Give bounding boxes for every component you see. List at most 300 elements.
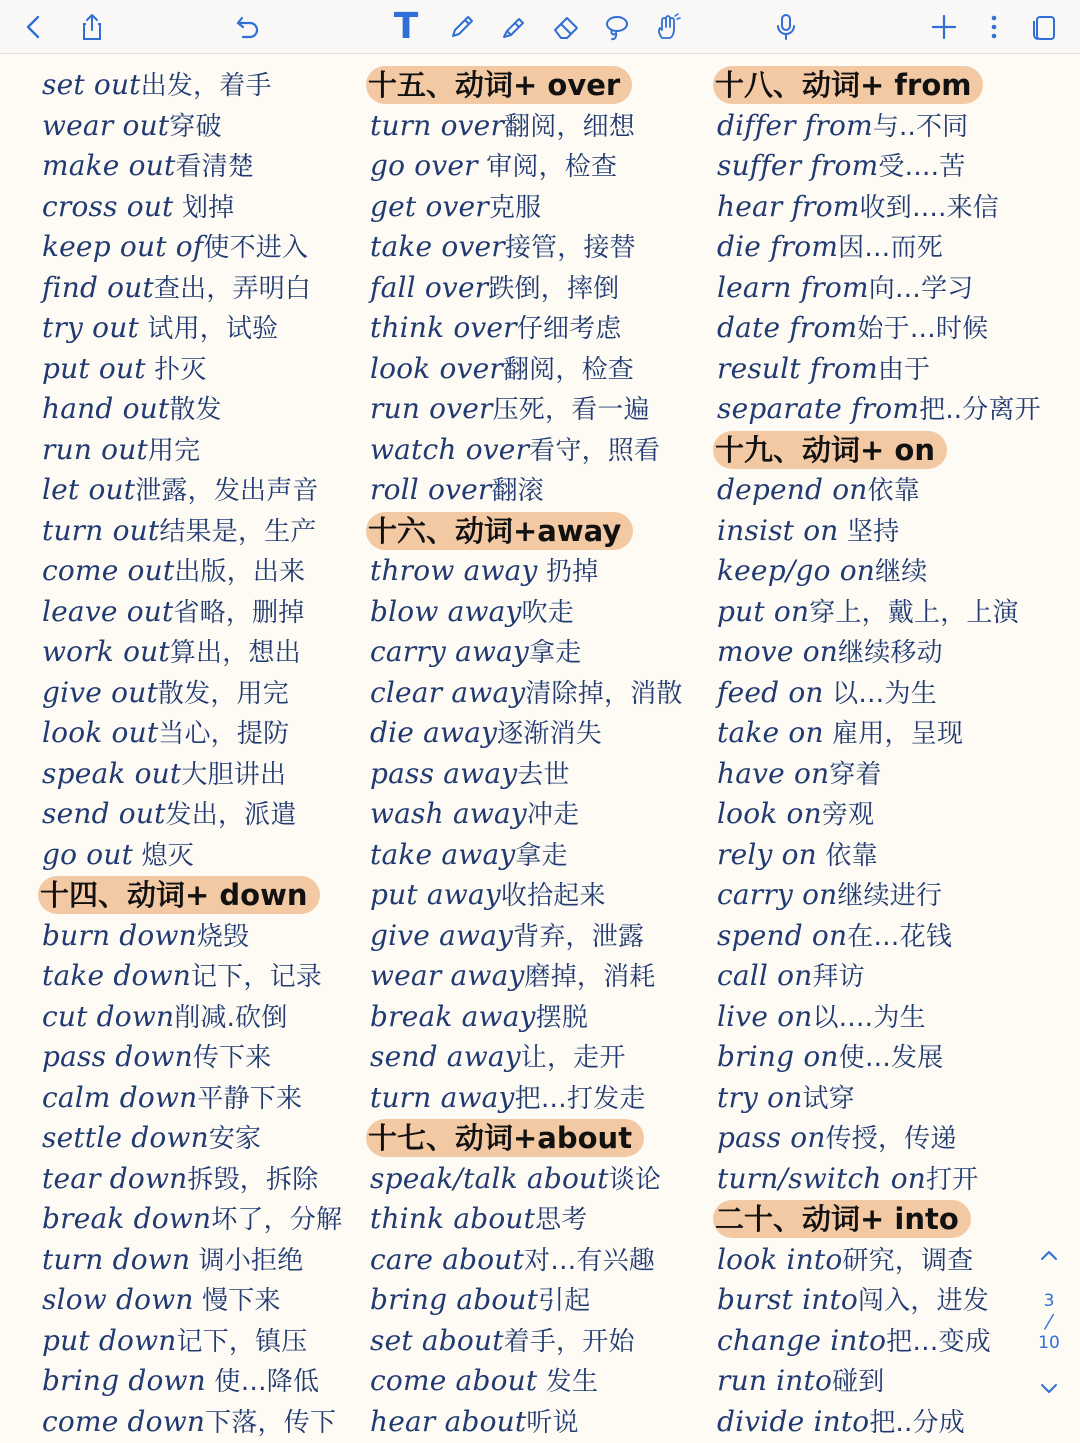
phrase-entry — [717, 551, 1062, 592]
total-page-count: 10 — [1038, 1333, 1060, 1353]
phrase-english: cut down — [42, 999, 175, 1033]
phrase-entry — [42, 673, 362, 714]
page-down-chevron-icon[interactable] — [1030, 1374, 1068, 1404]
phrase-chinese: 与..不同 — [872, 111, 969, 142]
phrase-entry — [717, 511, 1062, 552]
phrase-entry — [370, 1240, 710, 1281]
phrase-chinese: 出发，着手 — [140, 71, 272, 101]
phrase-entry — [717, 673, 1062, 714]
phrase-chinese: 对…有兴趣 — [524, 1245, 656, 1276]
highlighter-icon[interactable] — [494, 7, 534, 47]
phrase-chinese: 扔掉 — [537, 557, 599, 587]
phrase-entry — [370, 430, 710, 471]
phrase-english: die from — [717, 230, 839, 263]
phrase-english: keep/go on — [717, 554, 876, 587]
phrase-english: look out — [42, 716, 159, 749]
phrase-chinese: 把…打发走 — [514, 1083, 646, 1114]
phrase-english: speak/talk about — [370, 1161, 609, 1195]
section-heading-label: 十九、动词+ on — [713, 431, 947, 469]
phrase-english: fall over — [370, 270, 489, 304]
phrase-entry — [42, 1078, 362, 1119]
phrase-english: clear away — [370, 675, 526, 709]
phrase-entry — [42, 754, 362, 795]
phrase-entry — [370, 389, 710, 430]
phrase-chinese: 使…发展 — [838, 1043, 944, 1073]
phrase-entry — [717, 1037, 1062, 1078]
phrase-chinese: 继续进行 — [837, 881, 943, 911]
phrase-entry — [370, 673, 710, 714]
phrase-chinese: 思考 — [535, 1205, 588, 1235]
column-1 — [42, 65, 362, 1442]
hand-touch-icon[interactable] — [648, 7, 688, 47]
phrase-english: die away — [370, 716, 498, 749]
phrase-english: wash away — [370, 797, 527, 830]
back-chevron-icon[interactable] — [14, 7, 54, 47]
phrase-chinese: 发出，派遣 — [165, 800, 297, 830]
phrase-english: hear from — [717, 189, 860, 223]
more-vertical-icon[interactable] — [974, 7, 1014, 47]
phrase-entry — [42, 632, 362, 673]
phrase-chinese: 用完 — [147, 435, 201, 466]
phrase-entry — [370, 592, 710, 633]
phrase-english: speak out — [42, 756, 182, 790]
phrase-chinese: 传授，传递 — [825, 1124, 957, 1154]
phrase-entry — [370, 1402, 710, 1443]
phrase-chinese: 翻阅，细想 — [504, 111, 636, 142]
phrase-chinese: 拆毁，拆除 — [187, 1164, 319, 1195]
phrase-chinese: 依靠 — [816, 840, 878, 871]
phrase-chinese: 背弃，泄露 — [513, 921, 645, 952]
note-page[interactable] — [0, 55, 1080, 1440]
phrase-entry — [717, 794, 1062, 835]
phrase-entry — [370, 835, 710, 876]
phrase-english: have on — [717, 756, 830, 790]
phrase-chinese: 吹走 — [521, 597, 574, 628]
phrase-chinese: 穿着 — [829, 759, 882, 790]
phrase-entry — [42, 227, 362, 268]
phrase-chinese: 试用，试验 — [138, 314, 279, 344]
phrase-english: put out — [42, 351, 146, 385]
phrase-chinese: 引起 — [538, 1286, 591, 1316]
phrase-english: make out — [42, 149, 176, 182]
phrase-english: come down — [42, 1404, 206, 1438]
phrase-entry — [717, 389, 1062, 430]
phrase-english: depend on — [717, 473, 868, 506]
phrase-entry — [717, 592, 1062, 633]
phrase-english: put down — [42, 1323, 177, 1357]
phrase-entry — [717, 956, 1062, 997]
phrase-entry — [370, 1280, 710, 1321]
phrase-english: spend on — [717, 918, 848, 952]
phrase-english: put away — [370, 878, 501, 911]
phrase-entry — [42, 1118, 362, 1159]
column-3 — [717, 65, 1062, 1442]
phrase-english: come out — [42, 554, 175, 587]
phrase-entry — [42, 551, 362, 592]
phrase-english: think over — [370, 311, 517, 344]
phrase-chinese: 下落，传下 — [205, 1407, 337, 1438]
phrase-entry — [370, 1159, 710, 1200]
section-heading-label: 十四、动词+ down — [38, 876, 320, 914]
phrase-english: pass away — [370, 756, 518, 790]
phrase-chinese: 向…学习 — [868, 273, 974, 304]
phrase-entry — [42, 1402, 362, 1443]
phrase-chinese: 安家 — [208, 1124, 262, 1154]
phrase-chinese: 大胆讲出 — [181, 759, 287, 790]
section-heading-label: 十五、动词+ over — [366, 66, 632, 104]
phrase-chinese: 碰到 — [832, 1367, 885, 1397]
phrase-entry — [370, 997, 710, 1038]
phrase-entry — [370, 470, 710, 511]
phrase-chinese: 旁观 — [821, 800, 875, 830]
phrase-chinese: 坚持 — [838, 516, 900, 547]
phrase-entry — [717, 470, 1062, 511]
phrase-entry — [370, 875, 710, 916]
phrase-english: separate from — [717, 392, 920, 425]
phrase-english: take down — [42, 959, 191, 992]
phrase-entry — [42, 1321, 362, 1362]
phrase-english: change into — [717, 1323, 887, 1357]
phrase-entry — [42, 106, 362, 147]
phrase-english: look on — [717, 797, 822, 830]
phrase-entry — [717, 754, 1062, 795]
phrase-entry — [42, 1199, 362, 1240]
phrase-english: pass on — [717, 1121, 826, 1154]
phrase-chinese: 在…花钱 — [847, 921, 953, 952]
section-heading — [717, 65, 1062, 106]
phrase-entry — [370, 754, 710, 795]
phrase-english: give out — [42, 675, 158, 709]
phrase-chinese: 因…而死 — [838, 233, 943, 263]
section-heading — [370, 65, 710, 106]
phrase-entry — [717, 1240, 1062, 1281]
phrase-entry — [370, 1199, 710, 1240]
phrase-english: turn out — [42, 513, 160, 547]
phrase-chinese: 坏了，分解 — [211, 1205, 343, 1235]
phrase-entry — [717, 875, 1062, 916]
phrase-english: set about — [370, 1323, 504, 1357]
phrase-english: tear down — [42, 1161, 188, 1195]
section-heading-label: 二十、动词+ into — [713, 1200, 971, 1238]
phrase-entry — [42, 1159, 362, 1200]
phrase-chinese: 拜访 — [812, 962, 865, 992]
phrase-chinese: 把..分离开 — [919, 395, 1041, 425]
phrase-entry — [370, 146, 710, 187]
phrase-chinese: 压死，看一遍 — [492, 395, 650, 425]
microphone-icon[interactable] — [766, 7, 806, 47]
phrase-chinese: 查出，弄明白 — [153, 273, 312, 304]
phrase-entry — [717, 1402, 1062, 1443]
phrase-entry — [370, 794, 710, 835]
phrase-chinese: 使不进入 — [203, 233, 309, 263]
current-page-number: 3 — [1043, 1291, 1055, 1311]
phrase-chinese: 受….苦 — [878, 152, 966, 182]
phrase-chinese: 看守，照看 — [529, 435, 661, 466]
phrase-english: let out — [42, 473, 136, 506]
phrase-chinese: 记下，记录 — [190, 962, 322, 992]
lasso-icon[interactable] — [597, 7, 637, 47]
phrase-chinese: 闯入，进发 — [857, 1286, 989, 1316]
eraser-icon[interactable] — [546, 7, 586, 47]
phrase-entry — [717, 227, 1062, 268]
phrase-chinese: 穿破 — [169, 111, 222, 142]
phrase-chinese: 记下，镇压 — [176, 1326, 308, 1357]
phrase-chinese: 逐渐消失 — [497, 719, 602, 749]
phrase-english: break away — [370, 999, 536, 1033]
phrase-english: rely on — [717, 837, 817, 871]
phrase-entry — [717, 713, 1062, 754]
phrase-entry — [717, 1321, 1062, 1362]
phrase-chinese: 看清楚 — [175, 152, 255, 182]
phrase-chinese: 收到….来信 — [859, 192, 1000, 223]
phrase-entry — [42, 713, 362, 754]
phrase-chinese: 泄露，发出声音 — [135, 476, 319, 506]
phrase-english: turn over — [370, 108, 505, 142]
section-heading — [717, 1199, 1062, 1240]
phrase-english: take on — [717, 716, 824, 749]
phrase-entry — [370, 106, 710, 147]
phrase-chinese: 试穿 — [802, 1083, 855, 1114]
phrase-english: run over — [370, 392, 493, 425]
phrase-chinese: 削减.砍倒 — [174, 1002, 288, 1033]
phrase-entry — [370, 1321, 710, 1362]
phrase-chinese: 翻滚 — [491, 476, 544, 506]
phrase-english: hear about — [370, 1404, 527, 1438]
phrase-english: pass down — [42, 1040, 193, 1073]
phrase-chinese: 去世 — [517, 759, 570, 790]
section-heading-label: 十七、动词+about — [366, 1119, 644, 1157]
phrase-english: get over — [370, 189, 489, 223]
phrase-english: look over — [370, 351, 503, 385]
phrase-english: keep out of — [42, 230, 204, 263]
phrase-english: find out — [42, 270, 154, 304]
plus-icon[interactable] — [924, 7, 964, 47]
phrase-chinese: 克服 — [488, 192, 542, 223]
phrase-chinese: 平静下来 — [197, 1083, 303, 1114]
phrase-english: leave out — [42, 594, 174, 628]
phrase-chinese: 翻阅，检查 — [502, 354, 634, 385]
page-separator: ⁄ — [1047, 1310, 1051, 1334]
phrase-english: date from — [717, 311, 858, 344]
phrase-chinese: 谈论 — [608, 1164, 662, 1195]
phrase-entry — [717, 1361, 1062, 1402]
phrase-english: turn down — [42, 1242, 191, 1276]
phrase-chinese: 冲走 — [526, 800, 580, 830]
phrase-chinese: 跌倒，摔倒 — [488, 273, 620, 304]
phrase-entry — [717, 997, 1062, 1038]
phrase-chinese: 散发，用完 — [157, 678, 289, 709]
text-tool-icon[interactable]: T — [393, 6, 419, 47]
pages-icon[interactable] — [1024, 7, 1064, 47]
column-2 — [370, 65, 710, 1442]
phrase-chinese: 继续移动 — [838, 638, 943, 668]
phrase-entry — [370, 916, 710, 957]
phrase-english: try out — [42, 311, 139, 344]
phrase-chinese: 发生 — [537, 1367, 599, 1397]
phrase-chinese: 散发 — [169, 395, 222, 425]
page-navigator — [1030, 1240, 1068, 1410]
phrase-english: turn away — [370, 1080, 515, 1114]
phrase-entry — [370, 268, 710, 309]
phrase-chinese: 收拾起来 — [500, 881, 606, 911]
phrase-chinese: 始于…时候 — [857, 314, 989, 344]
phrase-entry — [42, 794, 362, 835]
phrase-chinese: 熄灭 — [133, 840, 194, 871]
phrase-chinese: 使…降低 — [205, 1367, 320, 1397]
phrase-chinese: 由于 — [877, 354, 931, 385]
phrase-entry — [42, 389, 362, 430]
phrase-chinese: 当心，提防 — [158, 719, 290, 749]
phrase-entry — [42, 835, 362, 876]
phrase-english: cross out — [42, 189, 174, 223]
phrase-english: blow away — [370, 594, 522, 628]
phrase-chinese: 结果是，生产 — [159, 516, 317, 547]
phrase-english: settle down — [42, 1121, 209, 1154]
phrase-chinese: 着手，开始 — [503, 1326, 635, 1357]
phrase-english: go over — [370, 149, 478, 182]
phrase-entry — [717, 1118, 1062, 1159]
phrase-entry — [370, 632, 710, 673]
phrase-chinese: 扑灭 — [145, 354, 207, 385]
phrase-entry — [42, 470, 362, 511]
section-heading-label: 十六、动词+away — [366, 512, 633, 550]
phrase-entry — [370, 956, 710, 997]
phrase-entry — [42, 1240, 362, 1281]
phrase-english: throw away — [370, 554, 538, 587]
phrase-entry — [42, 146, 362, 187]
phrase-english: go out — [42, 837, 134, 871]
phrase-entry — [42, 511, 362, 552]
phrase-entry — [42, 1037, 362, 1078]
section-heading — [717, 430, 1062, 471]
phrase-english: slow down — [42, 1283, 194, 1316]
phrase-entry — [717, 1159, 1062, 1200]
phrase-entry — [370, 227, 710, 268]
phrase-english: work out — [42, 635, 170, 668]
phrase-entry — [370, 187, 710, 228]
phrase-english: bring on — [717, 1040, 839, 1073]
phrase-entry — [42, 916, 362, 957]
phrase-english: run out — [42, 432, 148, 466]
phrase-english: insist on — [717, 513, 839, 547]
phrase-chinese: 慢下来 — [193, 1286, 281, 1316]
phrase-chinese: 磨掉，消耗 — [524, 962, 656, 992]
phrase-entry — [717, 187, 1062, 228]
phrase-chinese: 算出，想出 — [169, 638, 301, 668]
phrase-english: feed on — [717, 675, 824, 709]
phrase-entry — [370, 1037, 710, 1078]
phrase-chinese: 研究，调查 — [842, 1245, 974, 1276]
phrase-chinese: 穿上，戴上，上演 — [809, 597, 1019, 628]
phrase-english: break down — [42, 1202, 212, 1235]
phrase-chinese: 把..分成 — [869, 1407, 965, 1438]
phrase-english: run into — [717, 1364, 833, 1397]
phrase-english: take over — [370, 230, 505, 263]
phrase-entry — [717, 835, 1062, 876]
phrase-english: learn from — [717, 270, 869, 304]
phrase-chinese: 拿走 — [515, 840, 568, 871]
pen-icon[interactable] — [442, 7, 482, 47]
phrase-english: set out — [42, 68, 141, 101]
phrase-entry — [42, 349, 362, 390]
phrase-entry — [42, 592, 362, 633]
phrase-entry — [42, 430, 362, 471]
phrase-chinese: 依靠 — [867, 476, 920, 506]
phrase-chinese: 省略，删掉 — [173, 597, 305, 628]
phrase-english: take away — [370, 837, 516, 871]
phrase-entry — [717, 916, 1062, 957]
phrase-english: send away — [370, 1040, 521, 1073]
phrase-entry — [42, 1361, 362, 1402]
phrase-english: care about — [370, 1242, 524, 1276]
phrase-english: roll over — [370, 473, 492, 506]
phrase-english: divide into — [717, 1404, 870, 1438]
toolbar — [0, 0, 1080, 54]
phrase-entry — [370, 713, 710, 754]
phrase-entry — [42, 187, 362, 228]
phrase-entry — [717, 1078, 1062, 1119]
phrase-english: live on — [717, 999, 813, 1033]
phrase-chinese: 摆脱 — [535, 1002, 589, 1033]
phrase-english: call on — [717, 959, 813, 992]
phrase-english: wear away — [370, 959, 525, 992]
page-up-chevron-icon[interactable] — [1030, 1240, 1068, 1270]
phrase-chinese: 继续 — [875, 557, 928, 587]
phrase-english: think about — [370, 1202, 536, 1235]
phrase-entry — [717, 106, 1062, 147]
phrase-english: turn/switch on — [717, 1161, 926, 1195]
phrase-english: carry away — [370, 635, 530, 668]
phrase-chinese: 清除掉，消散 — [525, 678, 683, 709]
phrase-english: watch over — [370, 432, 530, 466]
phrase-entry — [717, 1280, 1062, 1321]
phrase-entry — [42, 65, 362, 106]
undo-icon[interactable] — [228, 7, 268, 47]
phrase-english: give away — [370, 918, 514, 952]
phrase-entry — [370, 349, 710, 390]
phrase-entry — [42, 997, 362, 1038]
phrase-english: come about — [370, 1364, 538, 1397]
phrase-chinese: 烧毁 — [196, 921, 250, 952]
phrase-entry — [717, 268, 1062, 309]
phrase-entry — [42, 1280, 362, 1321]
phrase-chinese: 以.…为生 — [812, 1002, 926, 1033]
phrase-entry — [42, 268, 362, 309]
phrase-entry — [717, 349, 1062, 390]
phrase-english: put on — [717, 594, 810, 628]
phrase-entry — [370, 308, 710, 349]
section-heading-label: 十八、动词+ from — [713, 66, 983, 104]
phrase-chinese: 划掉 — [173, 192, 235, 223]
phrase-english: wear out — [42, 108, 170, 142]
phrase-chinese: 传下来 — [192, 1043, 272, 1073]
phrase-english: burst into — [717, 1283, 858, 1316]
phrase-english: carry on — [717, 878, 838, 911]
section-heading — [370, 511, 710, 552]
phrase-chinese: 雇用，呈现 — [823, 719, 964, 749]
phrase-chinese: 把…变成 — [886, 1326, 991, 1357]
phrase-chinese: 仔细考虑 — [516, 314, 622, 344]
phrase-chinese: 拿走 — [529, 638, 582, 668]
phrase-english: try on — [717, 1080, 803, 1114]
phrase-english: differ from — [717, 108, 873, 142]
phrase-entry — [42, 956, 362, 997]
share-icon[interactable] — [72, 7, 112, 47]
phrase-chinese: 调小拒绝 — [190, 1245, 304, 1276]
phrase-entry — [370, 1078, 710, 1119]
phrase-chinese: 审阅，检查 — [477, 152, 618, 182]
phrase-english: burn down — [42, 918, 197, 952]
